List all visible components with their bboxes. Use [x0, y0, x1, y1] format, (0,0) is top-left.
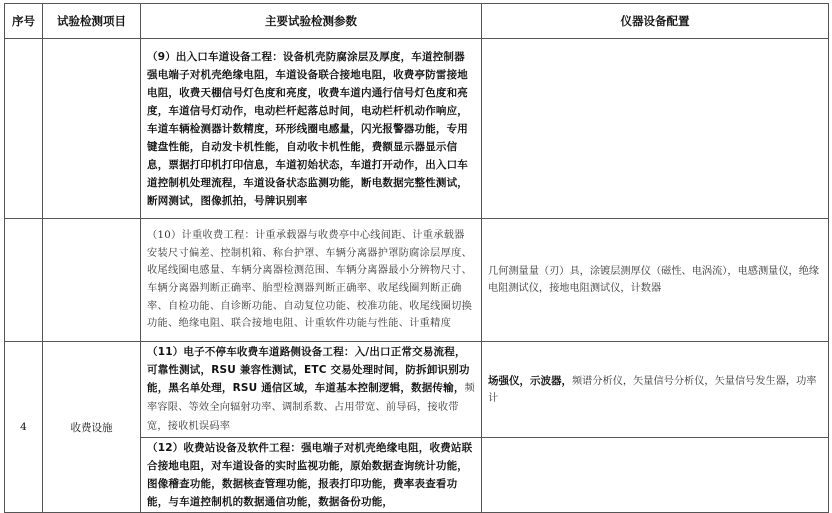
table-row [5, 342, 829, 438]
header-no: 序号 [5, 4, 43, 39]
equip-cell-11 [482, 342, 829, 438]
equip-cell-9-10 [482, 219, 829, 342]
param-text-11-bold: （11）电子不停车收费车道路侧设备工程：入/出口正常交易流程，可靠性测试，RSU 兼容性测试，ETC 交易处理时间，防拆卸识别功能，黑名单处理，RSU 通信区域，车道基本控制逻辑，数据传输， [147, 346, 470, 394]
param-text-10: （10）计重收费工程：计重承载器与收费亭中心线间距、计重承载器安装尺寸偏差、控制机箱、称台护罩、车辆分离器护罩防腐涂层厚度、收尾线圈电感量、车辆分离器检测范围、车辆分离器最小分辨物尺寸、车辆分离器判断正确率、胎型检测器判断正确率、收尾线圈判断正确率、自检功能、自诊断功能、自动复位功能、校准功能、收尾线圈切换功能、绝缘电阻、联合接地电阻、计重软件功能与性能、计重精度 [147, 230, 473, 330]
header-params: 主要试验检测参数 [141, 4, 482, 39]
header-row [5, 4, 829, 39]
equip-text-11-light: 频谱分析仪，矢量信号分析仪，矢量信号发生器，功率计 [488, 375, 817, 404]
param-cell-11 [141, 342, 482, 438]
equip-text-11-bold: 场强仪，示波器， [488, 374, 572, 387]
equip-text-11 [482, 373, 828, 407]
item-cell-empty-1 [43, 39, 141, 219]
no-cell-empty-1 [5, 39, 43, 219]
param-text-12: （12）收费站设备及软件工程：强电端子对机壳绝缘电阻，收费站联合接地电阻，对车道设备的实时监视功能，原始数据查询统计功能，图像稽查功能，数据核查管理功能，报表打印功能，费率表查看功能，与车道控制机的数据通信功能，数据备份功能， [147, 442, 473, 508]
param-text-11 [141, 342, 481, 437]
inspection-table [4, 3, 829, 513]
no-cell-empty-2 [5, 219, 43, 342]
param-cell-9 [141, 39, 482, 219]
header-item: 试验检测项目 [43, 4, 141, 39]
header-equipment: 仪器设备配置 [482, 4, 829, 39]
param-cell-10 [141, 219, 482, 342]
item-cell-empty-2 [43, 219, 141, 342]
group-item-cell: 收费设施 [43, 342, 141, 513]
table-row [5, 219, 829, 342]
group-no-cell: 4 [5, 342, 43, 513]
equip-text-9-10: 几何测量量（刃）具，涂镀层测厚仪（磁性、电涡流），电感测量仪，绝缘电阻测试仪，接地电阻测试仪，计数器 [488, 266, 820, 294]
param-text-9: （9）出入口车道设备工程：设备机壳防腐涂层及厚度，车道控制器强电端子对机壳绝缘电阻，车道设备联合接地电阻，收费亭防雷接地电阻，收费天棚信号灯色度和亮度，收费车道内通行信号灯色度和亮度，车道信号灯动作，电动栏杆起落总时间，电动栏杆机动作响应，车道车辆检测器计数精度，环形线圈电感量，闪光报警器功能，专用键盘性能，自动发卡机性能，自动收卡机性能，费额显示器显示信息，票据打印机打印信息，车道初始状态，车道打开动作，出入口车道控制机处理流程，车道设备状态监测功能，断电数据完整性测试，断网测试，图像抓拍，号牌识别率 [147, 50, 468, 207]
equip-cell-12 [482, 438, 829, 513]
param-text-11-light: 频率容限、等效全向辐射功率、调制系数、占用带宽、前导码，接收带宽，接收机误码率 [147, 383, 475, 432]
equip-cell-9 [482, 39, 829, 219]
param-cell-12 [141, 438, 482, 513]
table-row [5, 39, 829, 219]
